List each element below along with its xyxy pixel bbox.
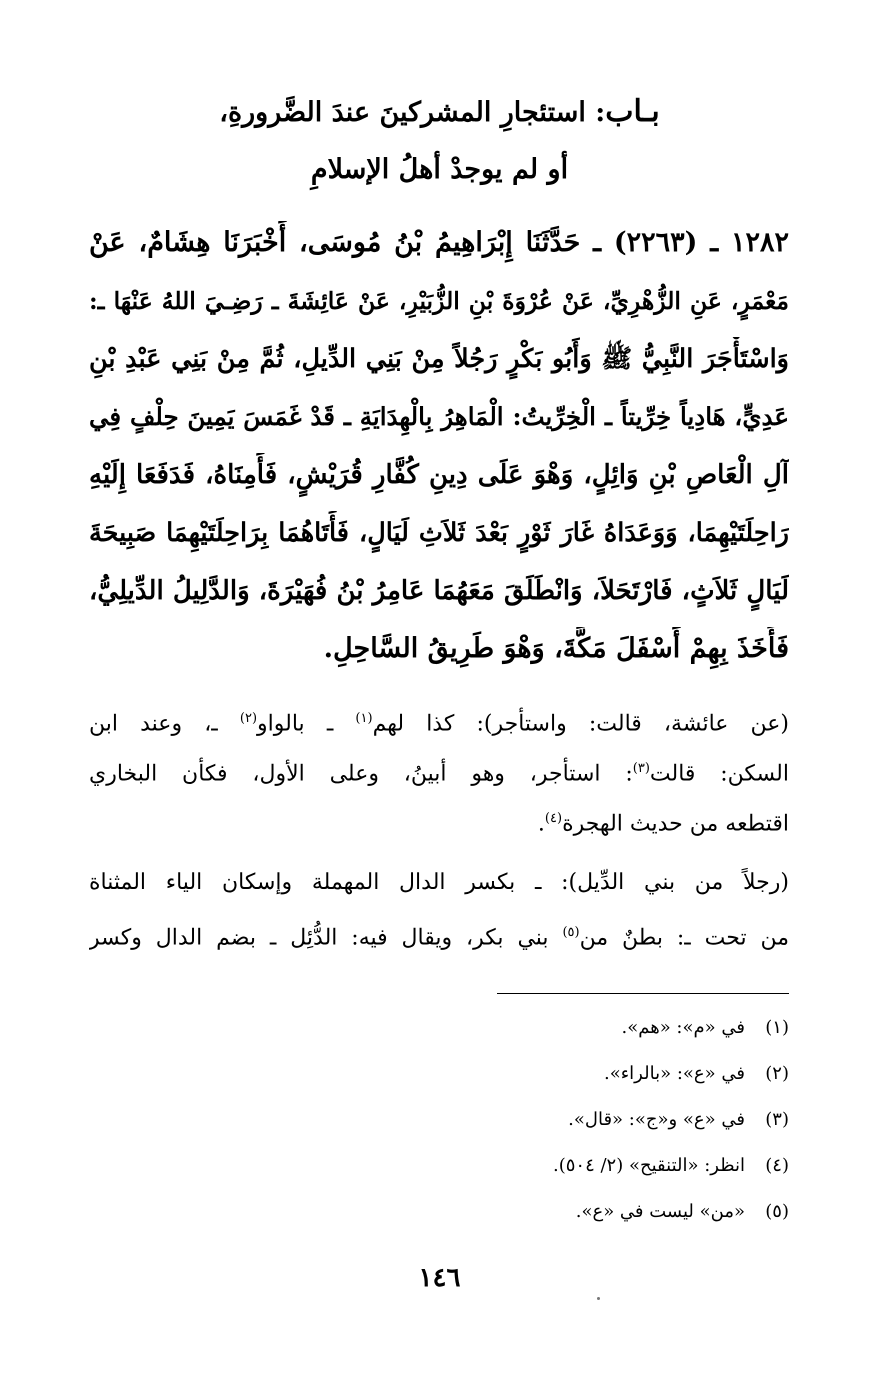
print-speck (597, 1297, 600, 1300)
commentary-text: ـ، وعند ابن (89, 711, 240, 737)
commentary-text: : استأجر، وهو أبينُ، وعلى الأول، فكأن البخاري (89, 761, 633, 787)
hadith-line: فَأَخَذَ بِهِمْ أَسْفَلَ مَكَّةَ، وَهْوَ طَرِيقُ السَّاحِلِ. (323, 633, 789, 664)
chapter-title-part2: أو لم يوجدْ أهلُ الإسلامِ (310, 154, 569, 185)
footnote-number: (٢) (765, 1063, 789, 1084)
footnote-text: في «ع» و«ج»: «قال». (568, 1109, 745, 1130)
footnote-item (89, 1151, 789, 1185)
commentary-text: (عن عائشة، قالت: واستأجر): كذا لهم (372, 711, 789, 737)
footnote-text: انظر: «التنقيح» (٢/ ٥٠٤). (552, 1155, 745, 1176)
footnote-divider (497, 993, 789, 994)
footnote-ref: (١) (355, 711, 373, 726)
footnote-number: (٤) (765, 1155, 789, 1176)
chapter-title-part1: : استئجارِ المشركينَ عندَ الضَّرورةِ، (219, 97, 606, 128)
page-number: ١٤٦ (418, 1263, 461, 1293)
footnote-text: في «ع»: «بالراء». (603, 1063, 745, 1084)
footnote-number: (٥) (765, 1201, 789, 1222)
hadith-line: عَدِيٍّ، هَادِياً خِرِّيتاً ـ الْخِرِّيتُ: الْمَاهِرُ بِالْهِدَايَةِ ـ قَدْ غَمَسَ يَمِينَ حِلْفٍ فِي (89, 402, 789, 431)
commentary-text: بني بكر، ويقال فيه: الدُّئِل ـ بضم الدال وكسر (89, 925, 563, 951)
commentary-text: السكن: قالت (649, 761, 789, 787)
commentary-line (89, 800, 789, 844)
commentary-text: . (537, 811, 545, 837)
chapter-heading (60, 92, 819, 133)
footnote-ref: (٢) (239, 711, 258, 726)
footnote-ref: (٥) (562, 925, 580, 940)
hadith-line: رَاحِلَتَيْهِمَا، وَوَعَدَاهُ غَارَ ثَوْرٍ بَعْدَ ثَلاَثِ لَيَالٍ، فَأَتَاهُمَا بِرَاحِلَتَيْهِمَا صَبِيحَةَ (89, 518, 789, 548)
footnote-item (89, 1197, 789, 1231)
footnote-item (89, 1059, 789, 1093)
hadith-line: لَيَالٍ ثَلاَثٍ، فَارْتَحَلاَ، وَانْطَلَقَ مَعَهُمَا عَامِرُ بْنُ فُهَيْرَةَ، وَالدَّلِيلُ الدِّيلِيُّ، (89, 576, 789, 606)
footnote-text: «من» ليست في «ع». (575, 1201, 745, 1222)
hadith-line: آلِ الْعَاصِ بْنِ وَائِلٍ، وَهْوَ عَلَى دِينِ كُفَّارِ قُرَيْشٍ، فَأَمِنَاهُ، فَدَفَعَا إِلَيْهِ (89, 460, 789, 490)
footnote-number: (٣) (765, 1109, 789, 1130)
commentary-text: اقتطعه من حديث الهجرة (562, 811, 789, 837)
footnote-ref: (٣) (632, 761, 650, 776)
commentary-text: ـ بالواو (257, 711, 356, 737)
footnote-item (89, 1105, 789, 1139)
hadith-line: مَعْمَرٍ، عَنِ الزُّهْرِيِّ، عَنْ عُرْوَةَ بْنِ الزُّبَيْرِ، عَنْ عَائِشَةَ ـ رَضِـيَ اللهُ عَنْهَا ـ: (89, 287, 789, 315)
hadith-line: ١٢٨٢ ـ (٢٢٦٣) ـ حَدَّثَنَا إِبْرَاهِيمُ بْنُ مُوسَى، أَخْبَرَنَا هِشَامٌ، عَنْ (89, 227, 789, 258)
chapter-label: بـاب (605, 94, 660, 129)
footnote-text: في «م»: «هم». (621, 1017, 745, 1038)
commentary-line (89, 700, 789, 744)
footnote-item (89, 1013, 789, 1047)
footnote-ref: (٤) (544, 811, 563, 826)
commentary-line: (رجلاً من بني الدِّيل): ـ بكسر الدال المهملة وإسكان الياء المثناة (89, 870, 789, 895)
footnote-number: (١) (765, 1017, 789, 1038)
commentary-line (89, 914, 789, 958)
hadith-line: وَاسْتَأْجَرَ النَّبِيُّ ﷺ وَأَبُو بَكْرٍ رَجُلاً مِنْ بَنِي الدِّيلِ، ثُمَّ مِنْ بَنِي عَبْدِ بْنِ (89, 344, 789, 374)
commentary-line (89, 750, 789, 794)
commentary-text: من تحت ـ: بطنٌ من (579, 925, 789, 951)
